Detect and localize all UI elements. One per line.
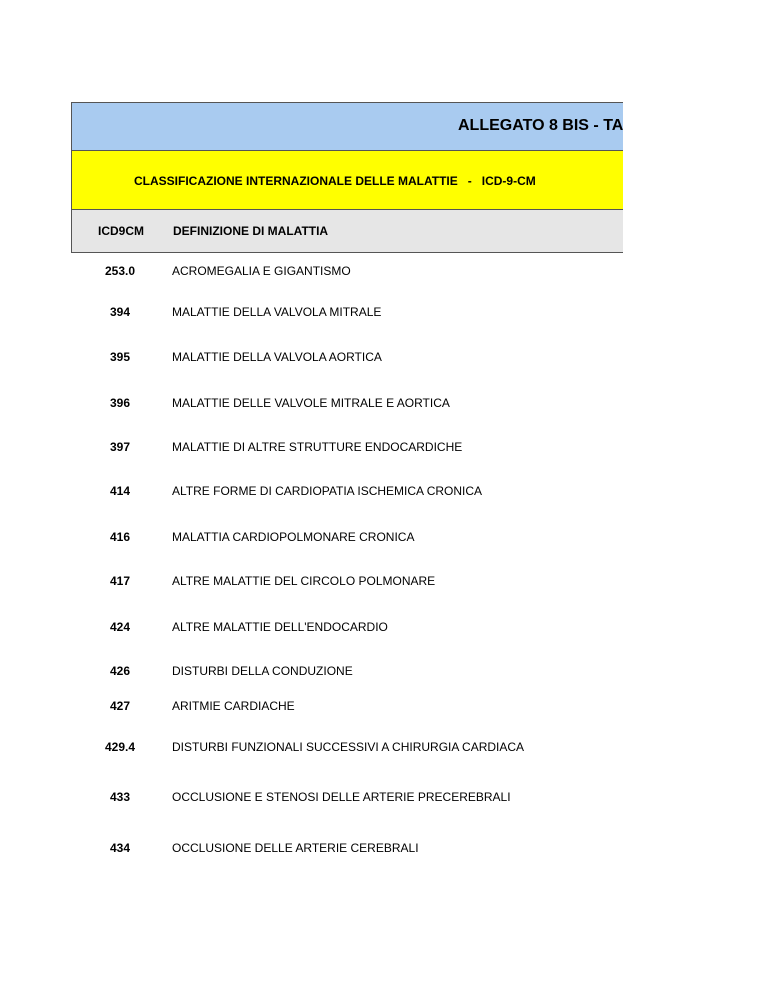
definition-cell: MALATTIE DELLA VALVOLA AORTICA	[172, 350, 382, 364]
definition-cell: MALATTIA CARDIOPOLMONARE CRONICA	[172, 530, 415, 544]
icd-code-cell: 397	[109, 440, 131, 454]
table-row	[71, 264, 623, 284]
definition-cell: ACROMEGALIA E GIGANTISMO	[172, 264, 351, 278]
document-title: ALLEGATO 8 BIS - TA	[458, 117, 623, 134]
table-row	[71, 664, 623, 684]
icd-code-cell: 396	[109, 396, 131, 410]
icd-code-cell: 424	[109, 620, 131, 634]
definition-cell: MALATTIE DELLE VALVOLE MITRALE E AORTICA	[172, 396, 450, 410]
table-row	[71, 699, 623, 719]
table-row	[71, 350, 623, 370]
definition-cell: ALTRE MALATTIE DELL'ENDOCARDIO	[172, 620, 388, 634]
definition-cell: ALTRE FORME DI CARDIOPATIA ISCHEMICA CRONICA	[172, 484, 483, 498]
definition-cell: OCCLUSIONE DELLE ARTERIE CEREBRALI	[172, 841, 419, 855]
definition-cell: DISTURBI DELLA CONDUZIONE	[172, 664, 353, 678]
table-row	[71, 440, 623, 460]
table-row	[71, 620, 623, 640]
table-header	[71, 210, 623, 253]
definition-cell: MALATTIE DELLA VALVOLA MITRALE	[172, 305, 382, 319]
definition-cell: MALATTIE DI ALTRE STRUTTURE ENDOCARDICHE	[172, 440, 463, 454]
icd-code-cell: 426	[109, 664, 131, 678]
definition-cell: OCCLUSIONE E STENOSI DELLE ARTERIE PRECEREBRALI	[172, 790, 511, 804]
icd-code-cell: 416	[109, 530, 131, 544]
icd-code-cell: 417	[109, 574, 131, 588]
table-row	[71, 740, 623, 760]
table-row	[71, 530, 623, 550]
icd-code-cell: 394	[109, 305, 131, 319]
table-row	[71, 790, 623, 810]
definition-cell: ARITMIE CARDIACHE	[172, 699, 295, 713]
column-header-definition: DEFINIZIONE DI MALATTIA	[173, 224, 329, 238]
icd-code-cell: 427	[109, 699, 131, 713]
title-band	[71, 102, 623, 151]
icd-code-cell: 433	[109, 790, 131, 804]
document-subtitle: CLASSIFICAZIONE INTERNAZIONALE DELLE MALATTIE - ICD-9-CM	[134, 174, 536, 188]
column-header-code: ICD9CM	[97, 224, 144, 238]
icd-code-cell: 253.0	[104, 264, 136, 278]
table-row	[71, 396, 623, 416]
icd-code-cell: 434	[109, 841, 131, 855]
icd-code-cell: 429.4	[104, 740, 136, 754]
table-row	[71, 305, 623, 325]
icd-code-cell: 414	[109, 484, 131, 498]
subtitle-band	[71, 151, 623, 210]
definition-cell: ALTRE MALATTIE DEL CIRCOLO POLMONARE	[172, 574, 436, 588]
table-row	[71, 841, 623, 861]
table-row	[71, 574, 623, 594]
definition-cell: DISTURBI FUNZIONALI SUCCESSIVI A CHIRURGIA CARDIACA	[172, 740, 525, 754]
table-row	[71, 484, 623, 504]
icd-code-cell: 395	[109, 350, 131, 364]
